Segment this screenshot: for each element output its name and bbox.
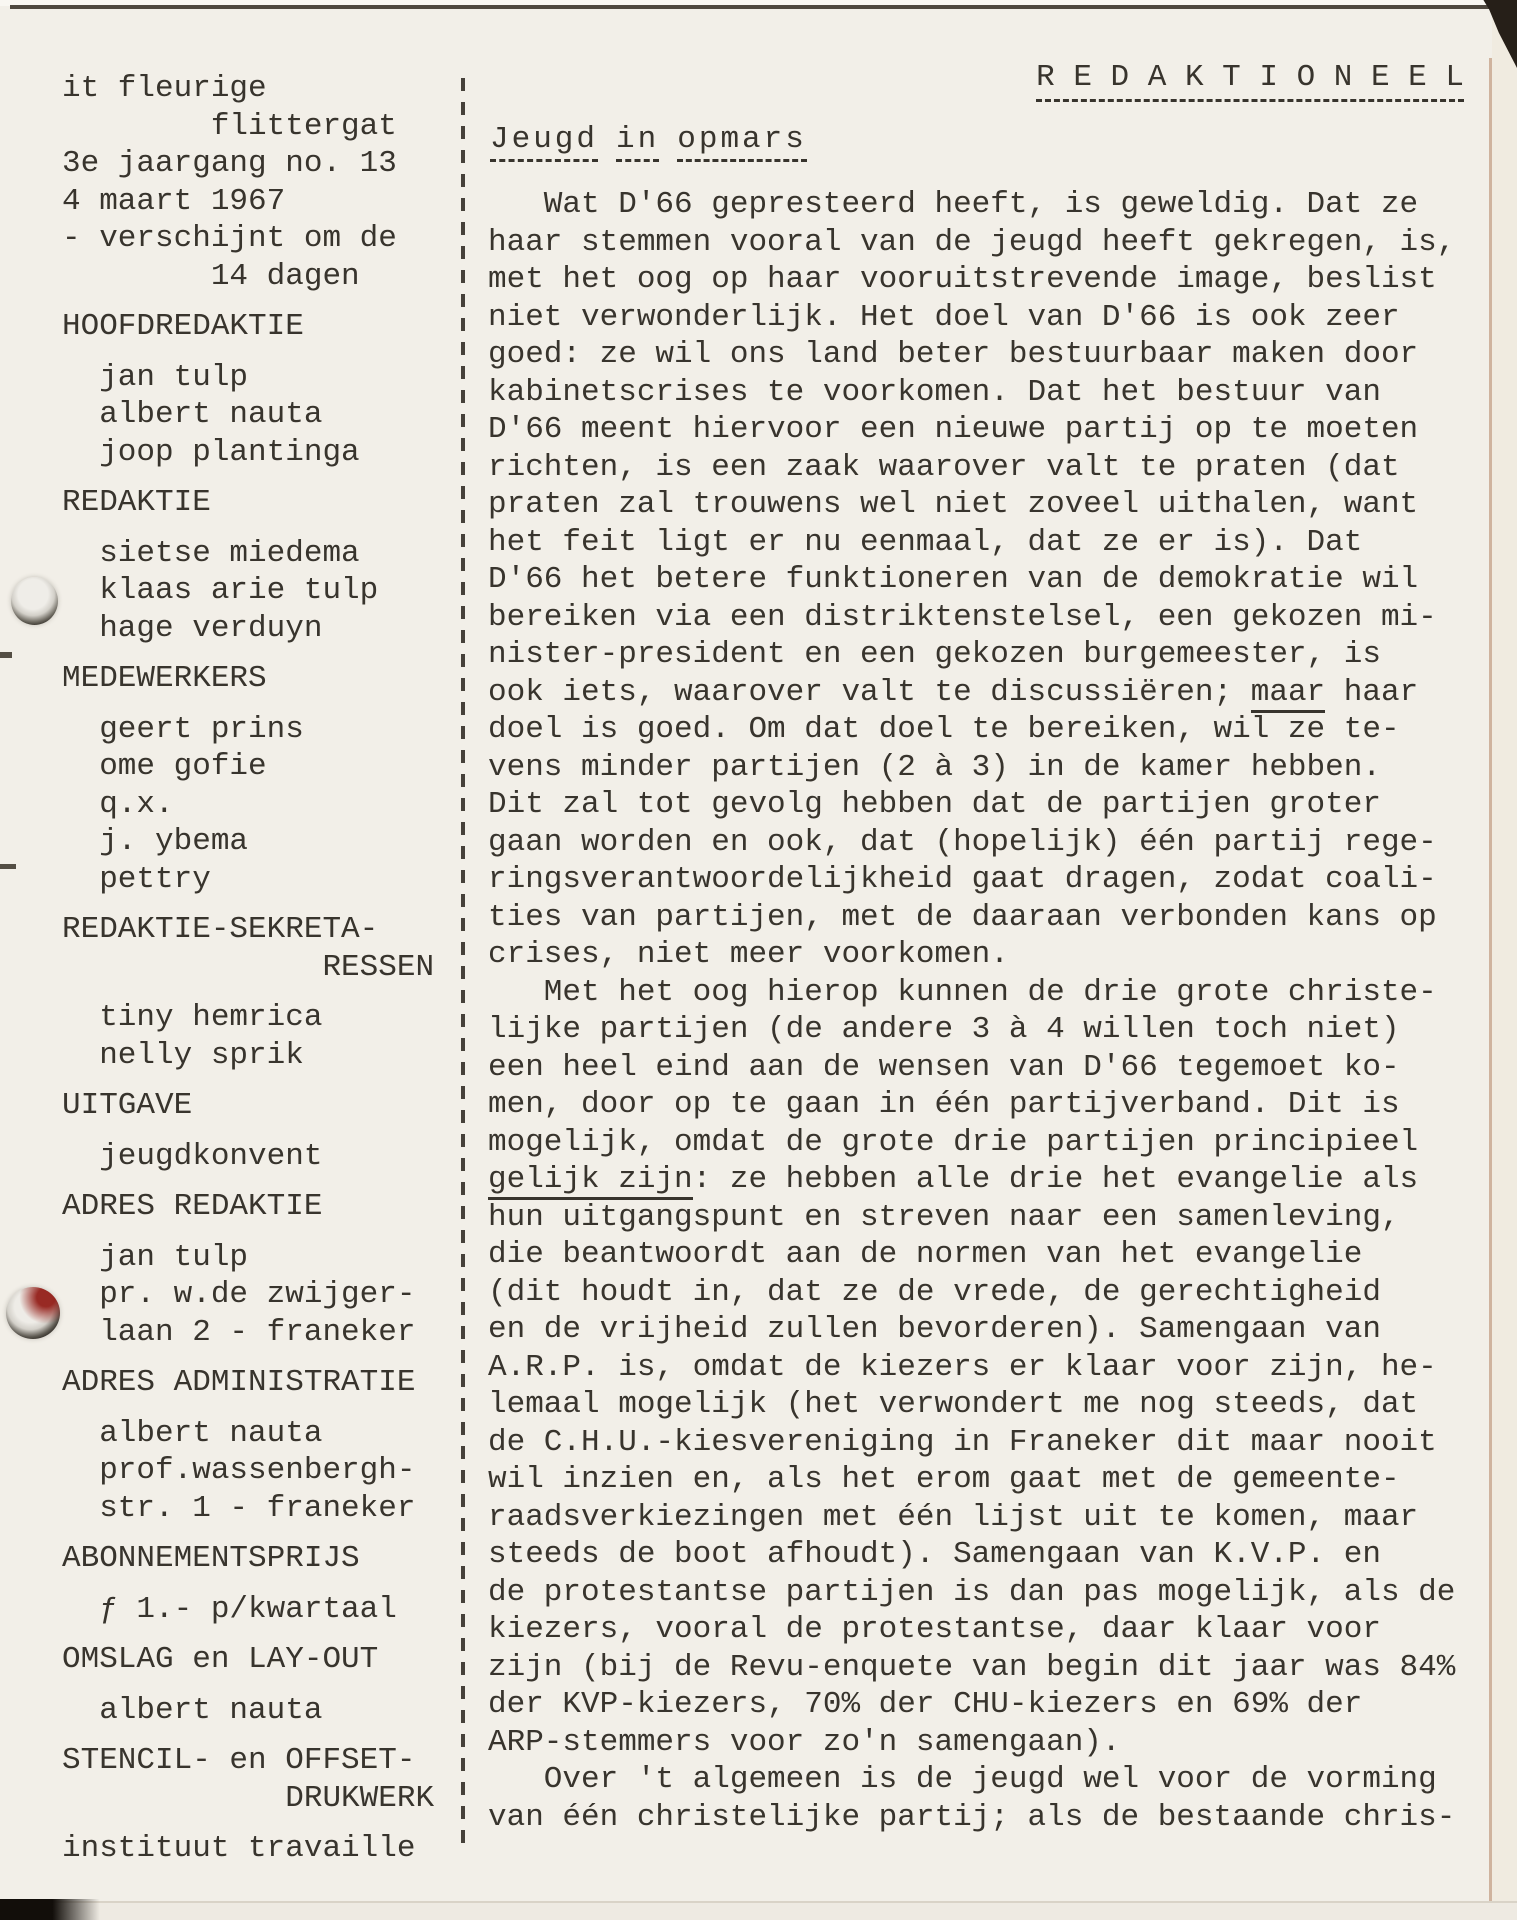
text-line: ook iets, waarover valt te discussiëren; maar haar <box>488 674 1480 712</box>
text-line: de protestantse partijen is dan pas mogelijk, als de <box>488 1574 1456 1610</box>
text-line: ADRES REDAKTIE <box>62 1189 323 1224</box>
text-line: ringsverantwoordelijkheid gaat dragen, zodat coali- <box>488 862 1437 897</box>
title-word: opmars <box>677 122 807 162</box>
text-line: bereiken via een distriktenstelsel, een gekozen mi- <box>488 599 1437 635</box>
text-line: crises, niet meer voorkomen. <box>488 937 1009 972</box>
title-word: in <box>616 122 659 162</box>
text-line: pr. w.de zwijger- <box>62 1277 416 1312</box>
text-line: Dit zal tot gevolg hebben dat de partijen groter <box>488 787 1381 822</box>
punch-hole-top <box>11 577 58 625</box>
text-line: ome gofie <box>62 749 267 784</box>
text-line: een heel eind aan de wensen van D'66 tegemoet ko- <box>488 1049 1400 1085</box>
text-line: albert nauta <box>62 1415 323 1451</box>
masthead-column <box>62 70 434 1868</box>
text-line: hun uitgangspunt en streven naar een samenleving, <box>488 1199 1400 1235</box>
text-line: Met het oog hierop kunnen de drie grote christe- <box>488 974 1437 1010</box>
text-line: D'66 het betere funktioneren van de demokratie wil <box>488 562 1419 597</box>
page-right-edge <box>1489 58 1492 1920</box>
text-line: en de vrijheid zullen bevorderen). Samengaan van <box>488 1312 1381 1347</box>
text-line: haar stemmen vooral van de jeugd heeft gekregen, is, <box>488 224 1456 260</box>
text-line: het feit ligt er nu eenmaal, dat ze er is). Dat <box>488 524 1363 560</box>
text-line: richten, is een zaak waarover valt te praten (dat <box>488 449 1400 485</box>
text-line: ƒ 1.- p/kwartaal <box>62 1591 397 1627</box>
text-line: albert nauta <box>62 1692 323 1728</box>
text-line: 4 maart 1967 <box>62 183 286 219</box>
text-line: ties van partijen, met de daaraan verbonden kans op <box>488 899 1437 935</box>
text-line: j. ybema <box>62 824 249 859</box>
text-line: prof.wassenbergh- <box>62 1453 416 1488</box>
text-line: nister-president en een gekozen burgemeester, is <box>488 637 1381 672</box>
text-line: q.x. <box>62 786 174 822</box>
text-line: - verschijnt om de <box>62 221 397 256</box>
text-line: DRUKWERK <box>62 1780 435 1816</box>
text-line: tiny hemrica <box>62 1000 323 1035</box>
scan-bottom-strip <box>0 1903 1517 1920</box>
text-line: albert nauta <box>62 397 323 432</box>
text-line: die beantwoordt aan de normen van het evangelie <box>488 1237 1363 1272</box>
text-line: klaas arie tulp <box>62 573 379 608</box>
scan-artifact-mark <box>0 652 12 658</box>
article-title <box>490 122 825 162</box>
text-line: met het oog op haar vooruitstrevende image, beslist <box>488 262 1437 297</box>
text-line: kiezers, vooral de protestantse, daar klaar voor <box>488 1612 1381 1647</box>
text-line: doel is goed. Om dat doel te bereiken, wil ze te- <box>488 712 1400 747</box>
text-line: 3e jaargang no. 13 <box>62 146 397 181</box>
text-line: Wat D'66 gepresteerd heeft, is geweldig. Dat ze <box>488 187 1419 222</box>
text-line: pettry <box>62 861 211 897</box>
text-line: de C.H.U.-kiesvereniging in Franeker dit maar nooit <box>488 1424 1437 1460</box>
text-line: lijke partijen (de andere 3 à 4 willen toch niet) <box>488 1012 1400 1047</box>
text-line: laan 2 - franeker <box>62 1314 416 1350</box>
text-line: A.R.P. is, omdat de kiezers er klaar voor zijn, he- <box>488 1349 1437 1385</box>
text-line: instituut travaille <box>62 1831 416 1866</box>
title-word: Jeugd <box>490 122 598 162</box>
text-line: REDAKTIE-SEKRETA- <box>62 912 379 947</box>
text-line: kabinetscrises te voorkomen. Dat het bestuur van <box>488 374 1381 410</box>
page-top-edge <box>10 5 1517 9</box>
page-bottom-shadow <box>0 1899 105 1920</box>
text-line: van één christelijke partij; als de bestaande chris- <box>488 1799 1456 1835</box>
text-line: men, door op te gaan in één partijverband. Dit is <box>488 1087 1400 1122</box>
text-line: hage verduyn <box>62 610 323 646</box>
text-line: jan tulp <box>62 359 249 395</box>
text-line: praten zal trouwens wel niet zoveel uithalen, want <box>488 487 1419 522</box>
text-line: str. 1 - franeker <box>62 1490 416 1526</box>
text-line: it fleurige <box>62 71 267 106</box>
article-section-header <box>1036 60 1464 95</box>
text-line: wil inzien en, als het erom gaat met de gemeente- <box>488 1462 1400 1497</box>
text-line: sietse miedema <box>62 535 360 571</box>
text-line: gelijk zijn: ze hebben alle drie het evangelie als <box>488 1161 1480 1199</box>
text-line: jeugdkonvent <box>62 1138 323 1174</box>
text-line: 14 dagen <box>62 258 360 294</box>
text-line: jan tulp <box>62 1239 249 1275</box>
text-line: der KVP-kiezers, 70% der CHU-kiezers en 69% der <box>488 1687 1363 1722</box>
text-line: vens minder partijen (2 à 3) in de kamer hebben. <box>488 749 1381 785</box>
text-line: goed: ze wil ons land beter bestuurbaar maken door <box>488 337 1419 372</box>
text-line: raadsverkiezingen met één lijst uit te komen, maar <box>488 1499 1419 1535</box>
text-line: ARP-stemmers voor zo'n samengaan). <box>488 1724 1121 1760</box>
text-line: lemaal mogelijk (het verwondert me nog steeds, dat <box>488 1387 1419 1422</box>
redaktioneel-heading: R E D A K T I O N E E L <box>1036 60 1464 102</box>
text-line: RESSEN <box>62 949 435 985</box>
scan-artifact-mark <box>0 864 16 869</box>
text-line: OMSLAG en LAY-OUT <box>62 1642 379 1677</box>
text-line: ADRES ADMINISTRATIE <box>62 1365 416 1400</box>
scan-right-strip <box>1492 0 1517 1920</box>
text-line: joop plantinga <box>62 434 360 470</box>
text-line: STENCIL- en OFFSET- <box>62 1743 416 1778</box>
text-line: ABONNEMENTSPRIJS <box>62 1541 360 1576</box>
column-divider <box>461 78 465 1850</box>
text-line: steeds de boot afhoudt). Samengaan van K.V.P. en <box>488 1537 1381 1572</box>
text-line: UITGAVE <box>62 1088 193 1123</box>
text-line: (dit houdt in, dat ze de vrede, de gerechtigheid <box>488 1274 1381 1310</box>
text-line: niet verwonderlijk. Het doel van D'66 is ook zeer <box>488 299 1400 335</box>
article-body <box>488 186 1480 1836</box>
text-line: geert prins <box>62 711 304 747</box>
text-line: mogelijk, omdat de grote drie partijen principieel <box>488 1124 1419 1160</box>
text-line: HOOFDREDAKTIE <box>62 309 304 344</box>
text-line: zijn (bij de Revu-enquete van begin dit jaar was 84% <box>488 1649 1456 1685</box>
text-line: MEDEWERKERS <box>62 661 267 696</box>
text-line: Over 't algemeen is de jeugd wel voor de vorming <box>488 1762 1437 1797</box>
punch-hole-bottom <box>6 1287 60 1339</box>
text-line: REDAKTIE <box>62 485 211 520</box>
text-line: gaan worden en ook, dat (hopelijk) één partij rege- <box>488 824 1437 860</box>
text-line: nelly sprik <box>62 1037 304 1073</box>
text-line: flittergat <box>62 108 397 144</box>
text-line: D'66 meent hiervoor een nieuwe partij op te moeten <box>488 412 1419 447</box>
